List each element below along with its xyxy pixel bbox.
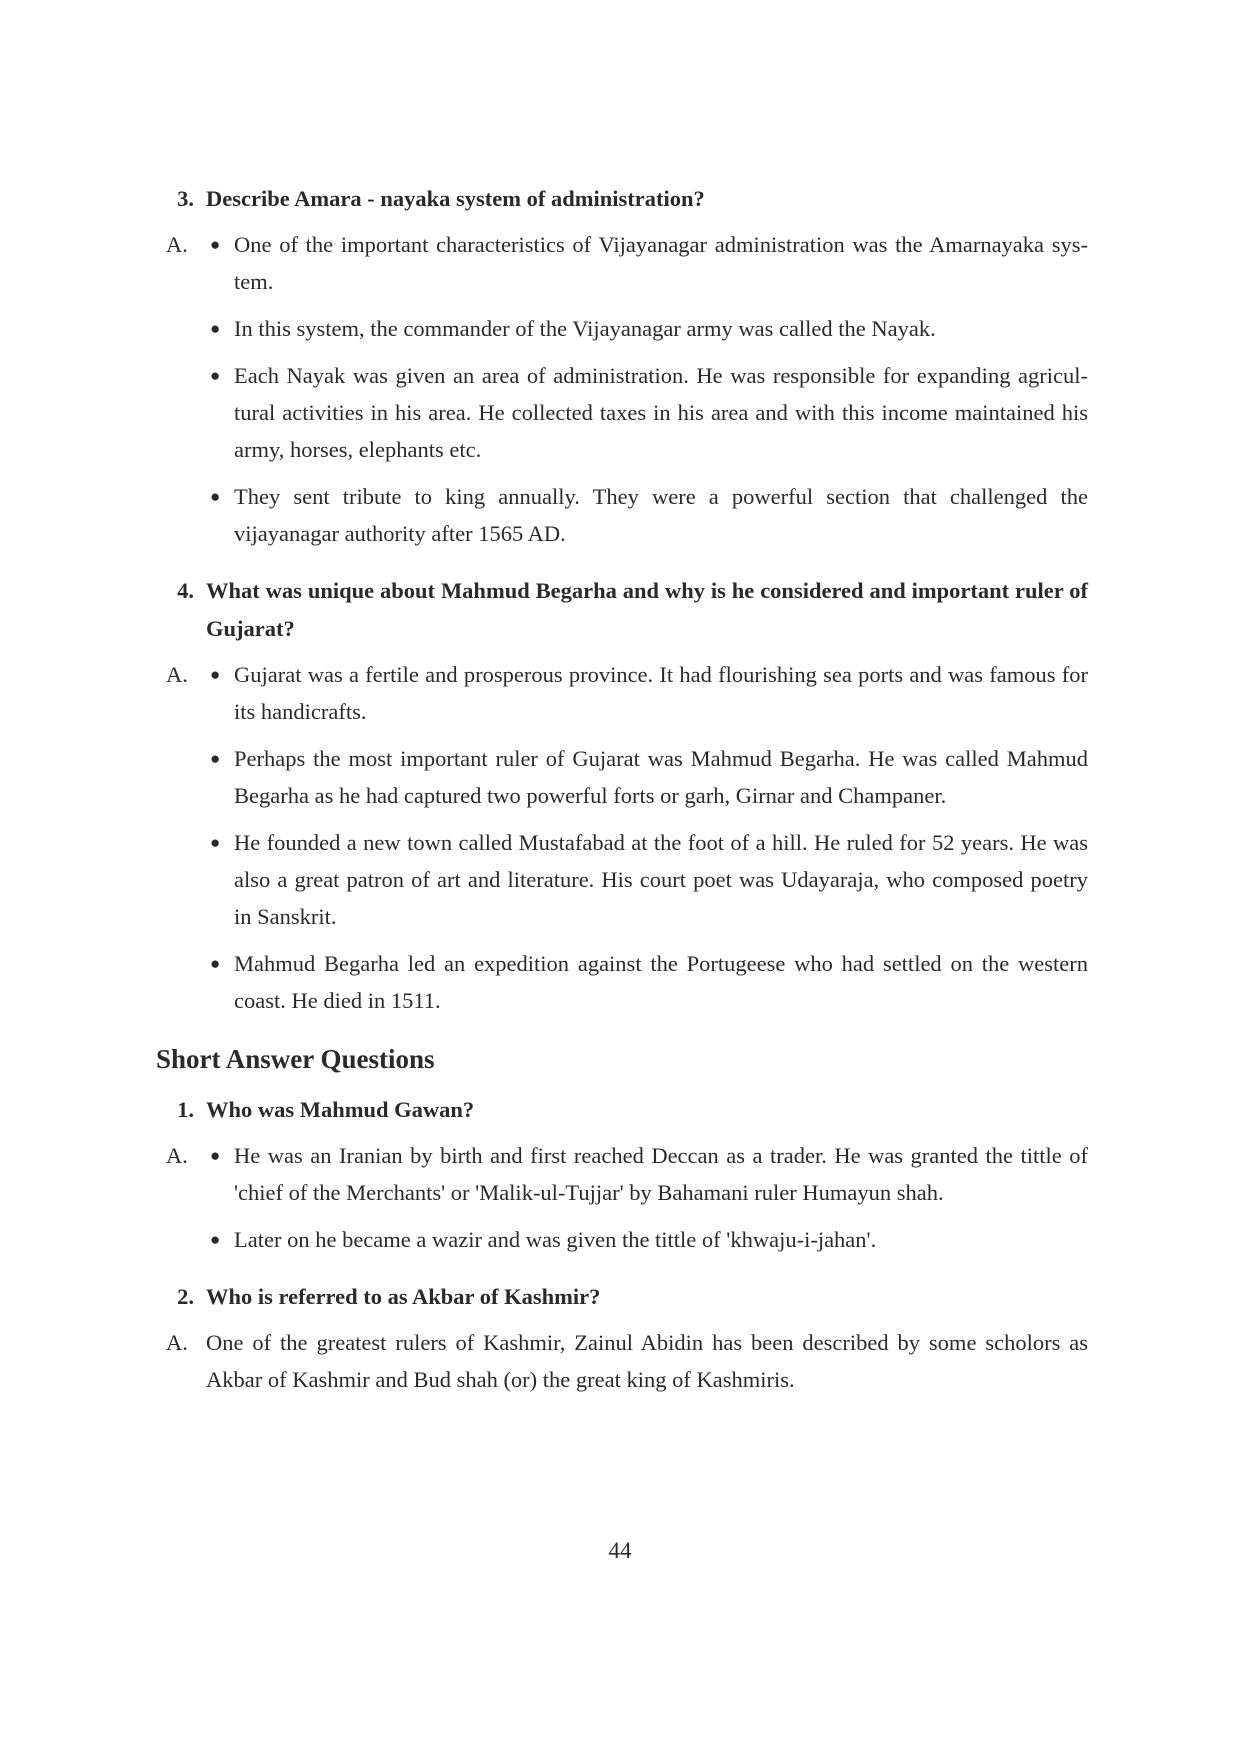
question-block-4 — [158, 572, 1088, 1029]
answer — [158, 1324, 1088, 1398]
bullet-text: One of the important characteristics of Vijayanagar administration was the Amarnayaka sys-tem. — [234, 232, 1088, 294]
question — [158, 1091, 1088, 1129]
question-text: Describe Amara - nayaka system of administration? — [206, 186, 705, 211]
bullet-icon: ● — [210, 235, 221, 254]
question-number: 3. — [177, 186, 194, 211]
question-number: 4. — [177, 578, 194, 603]
answer-text: One of the greatest rulers of Kashmir, Zainul Abidin has been described by some scholors as Akbar of Kashmir and Bud shah (or) the great king of Kashmiris. — [206, 1330, 1088, 1392]
answer-body — [206, 1324, 1088, 1398]
bullet-icon: ● — [210, 833, 221, 852]
list-item — [206, 357, 1088, 468]
answer-label: A. — [166, 1143, 188, 1168]
short-question-block-2 — [158, 1278, 1088, 1398]
bullet-text: Mahmud Begarha led an expedition against the Portugeese who had settled on the western coast. He died in 1511. — [234, 951, 1088, 1013]
list-item — [206, 945, 1088, 1019]
answer-label: A. — [166, 662, 188, 687]
question-text: Who is referred to as Akbar of Kashmir? — [206, 1284, 601, 1309]
answer — [158, 226, 1088, 562]
question-number: 1. — [177, 1097, 194, 1122]
bullet-icon: ● — [210, 366, 221, 385]
bullet-icon: ● — [210, 319, 221, 338]
bullet-text: Later on he became a wazir and was given the tittle of 'khwaju-i-jahan'. — [234, 1227, 877, 1252]
bullet-icon: ● — [210, 749, 221, 768]
answer-label: A. — [166, 1330, 188, 1355]
short-question-block-1 — [158, 1091, 1088, 1268]
answer-body — [206, 656, 1088, 1029]
page-content — [158, 180, 1088, 1408]
question — [158, 572, 1088, 648]
answer-body — [206, 226, 1088, 562]
answer-label: A. — [166, 232, 188, 257]
bullet-text: Perhaps the most important ruler of Gujarat was Mahmud Begarha. He was called Mahmud Begarha as he had captured two powerful forts or garh, Girnar and Champaner. — [234, 746, 1088, 808]
bullet-text: He founded a new town called Mustafabad at the foot of a hill. He ruled for 52 years. He was also a great patron of art and literature. His court poet was Udayaraja, who composed poetry in Sanskrit. — [234, 830, 1088, 929]
bullet-icon: ● — [210, 1146, 221, 1165]
bullet-icon: ● — [210, 1230, 221, 1249]
question-block-3 — [158, 180, 1088, 562]
page-number: 44 — [608, 1538, 632, 1563]
bullet-text: Each Nayak was given an area of administration. He was responsible for expanding agricul-tural activities in his area. He collected taxes in his area and with this income maintained his army, horses, elephants etc. — [234, 363, 1088, 462]
list-item — [206, 478, 1088, 552]
question-number: 2. — [177, 1284, 194, 1309]
bullet-text: Gujarat was a fertile and prosperous province. It had flourishing sea ports and was famous for its handicrafts. — [234, 662, 1088, 724]
question — [158, 180, 1088, 218]
bullet-icon: ● — [210, 665, 221, 684]
bullet-text: He was an Iranian by birth and first reached Deccan as a trader. He was granted the tittle of 'chief of the Merchants' or 'Malik-ul-Tujjar' by Bahamani ruler Humayun shah. — [234, 1143, 1088, 1205]
list-item — [206, 226, 1088, 300]
list-item — [206, 310, 1088, 347]
list-item — [206, 1221, 1088, 1258]
question-text: Who was Mahmud Gawan? — [206, 1097, 475, 1122]
bullet-text: In this system, the commander of the Vijayanagar army was called the Nayak. — [234, 316, 936, 341]
bullet-icon: ● — [210, 487, 221, 506]
list-item — [206, 740, 1088, 814]
answer — [158, 656, 1088, 1029]
question-text: What was unique about Mahmud Begarha and why is he considered and important ruler of Gujarat? — [206, 578, 1088, 641]
list-item — [206, 656, 1088, 730]
answer-body — [206, 1137, 1088, 1268]
question — [158, 1278, 1088, 1316]
bullet-icon: ● — [210, 954, 221, 973]
section-heading: Short Answer Questions — [156, 1044, 435, 1074]
answer — [158, 1137, 1088, 1268]
bullet-text: They sent tribute to king annually. They were a powerful section that challenged the vijayanagar authority after 1565 AD. — [234, 484, 1088, 546]
list-item — [206, 1137, 1088, 1211]
list-item — [206, 824, 1088, 935]
